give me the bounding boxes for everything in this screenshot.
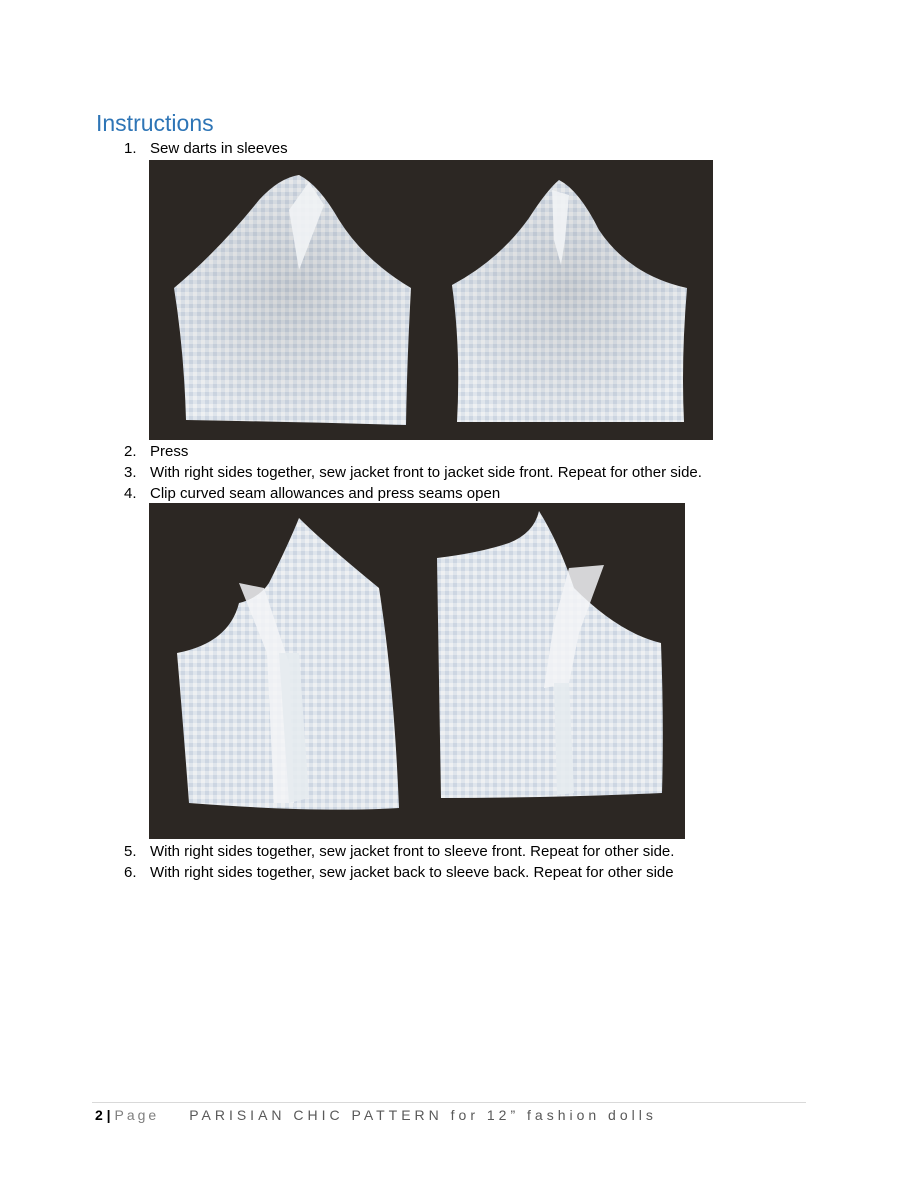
step-text: With right sides together, sew jacket front to jacket side front. Repeat for other side. [150,464,702,481]
step-3 [124,464,702,482]
document-title: PARISIAN CHIC PATTERN for 12” fashion dolls [189,1107,657,1123]
step-text: With right sides together, sew jacket front to sleeve front. Repeat for other side. [150,843,675,860]
step-number: 6. [124,864,137,881]
step-number: 2. [124,443,137,460]
step-number: 3. [124,464,137,481]
section-heading: Instructions [96,110,214,136]
step-2 [124,443,188,461]
step-text: With right sides together, sew jacket back to sleeve back. Repeat for other side [150,864,674,881]
step-number: 4. [124,485,137,502]
page-number: 2 [95,1107,103,1123]
step-text: Clip curved seam allowances and press seams open [150,485,501,502]
step-text: Sew darts in sleeves [150,140,288,157]
page-footer [95,1107,657,1123]
step-number: 1. [124,140,137,157]
sleeves-darts-photo [149,160,713,440]
step-1 [124,140,288,158]
page-label: Page [114,1107,160,1123]
footer-separator: | [102,1107,115,1123]
step-5 [124,843,674,861]
step-number: 5. [124,843,137,860]
step-4 [124,485,500,503]
step-6 [124,864,674,882]
jacket-front-seams-photo [149,503,685,839]
footer-divider [92,1102,806,1103]
step-text: Press [150,443,189,460]
